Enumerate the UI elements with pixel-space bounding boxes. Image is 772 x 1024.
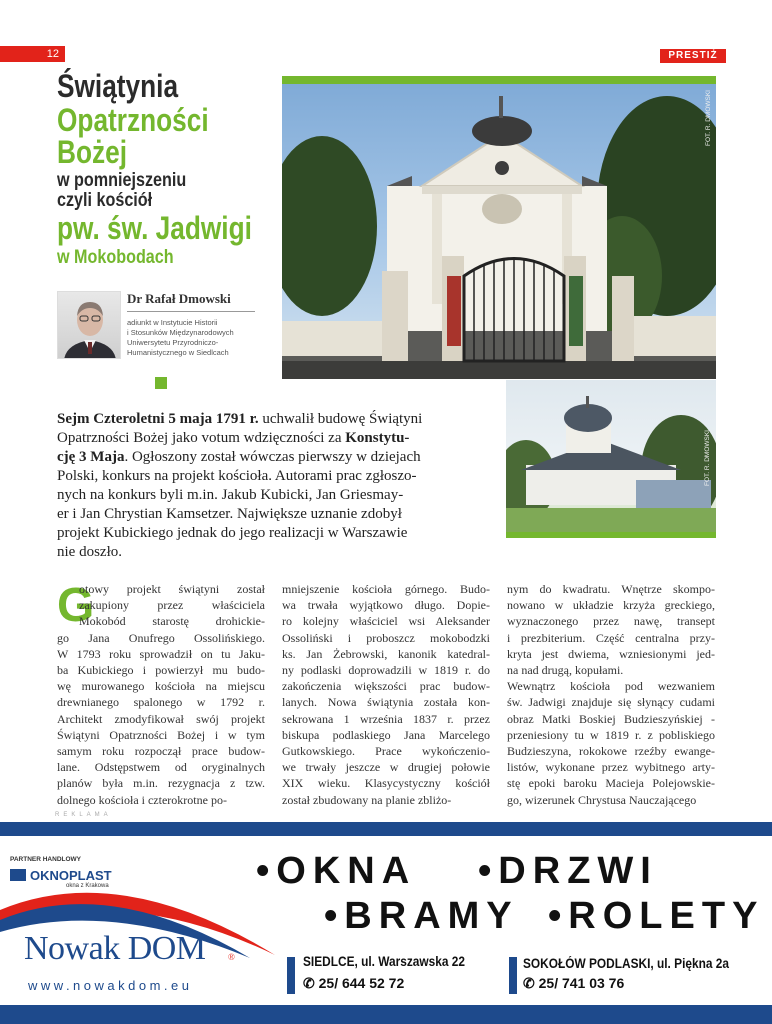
lead-text: projekt Kubickiego jednak do jego realizacji w Warszawie <box>57 525 408 541</box>
lead-text: Opatrzności Bożej jako votum wdzięczności za <box>57 430 346 446</box>
body-line: i prezbiterium. Część centralna przy- <box>507 630 715 645</box>
registered-mark: ® <box>228 952 235 962</box>
author-bio-line: adiunkt w Instytucie Historii <box>127 318 218 327</box>
page-number: 12 <box>0 46 65 62</box>
product-doors: •DRZWI <box>478 850 658 892</box>
lead-text: nie doszło. <box>57 544 122 560</box>
body-line: zakupiony przez właściciela <box>79 598 265 613</box>
magazine-logo: PRESTIŻ <box>660 49 726 63</box>
church-front-photo <box>282 76 716 379</box>
body-line: mniejszenie kościoła górnego. Budo- <box>282 582 490 596</box>
lead-bold: Konstytu- <box>345 430 410 446</box>
body-line: Mokobód starostę drohickie- <box>79 614 265 629</box>
author-divider <box>127 311 255 312</box>
photo-credit: FOT. R. DMOWSKI <box>704 430 711 486</box>
body-column-3 <box>507 581 715 808</box>
brand-website[interactable]: www.nowakdom.eu <box>28 978 193 993</box>
product-windows: •OKNA <box>256 850 417 892</box>
body-line: otowy projekt świątyni został <box>79 582 265 596</box>
lead-line <box>57 448 489 467</box>
lead-line <box>57 410 489 429</box>
body-line: ny podlaski doprowadzili w 1819 r. do <box>282 663 490 678</box>
body-line: W 1793 roku sprowadził on tu Jaku- <box>57 646 265 661</box>
body-line: drewnianego spalonego w 1792 r. <box>57 695 265 710</box>
partner-subtitle: okna z Krakowa <box>66 883 109 889</box>
title-line-6: pw. św. Jadwigi <box>57 210 252 246</box>
body-line: stę epoki baroku Macieja Polejowskie- <box>507 776 715 791</box>
author-bio <box>127 318 267 358</box>
body-line: nowano w układzie krzyża greckiego, <box>507 598 715 613</box>
body-line: nym do kwadratu. Wnętrze skompo- <box>507 582 715 596</box>
body-line: Architekt zmodyfikował swój projekt <box>57 711 265 726</box>
body-line: biskupa podlaskiego Jana Marcelego <box>282 727 490 742</box>
lead-bold: cję 3 Maja <box>57 449 125 465</box>
body-line: przeniesiony tu w 1819 r. z pobliskiego <box>507 727 715 742</box>
body-line: Wewnątrz kościoła pod wezwaniem <box>507 679 715 694</box>
partner-label: PARTNER HANDLOWY <box>10 856 82 863</box>
body-line: dolnego kościoła i czterokrotne po- <box>57 792 227 807</box>
lead-paragraph <box>57 410 489 562</box>
phone-siedlce[interactable]: ✆ 25/ 644 52 72 <box>303 975 405 991</box>
drop-cap: G <box>57 579 95 632</box>
body-line: ba Kubickiego i powierzył mu budo- <box>57 663 265 678</box>
body-line: św. Jadwigi znajduje się słynący cudami <box>507 695 715 710</box>
body-line: Gutkowskiego. Prace wykończenio- <box>282 744 490 759</box>
location-marker <box>509 957 517 994</box>
title-line-3: Bożej <box>57 134 127 170</box>
body-line: listów, wykonane przez wybitnego arty- <box>507 760 715 775</box>
location-sokolow: SOKOŁÓW PODLASKI, ul. Piękna 2a <box>523 956 729 971</box>
title-line-2: Opatrzności <box>57 102 209 138</box>
body-line: zakończenia większości prac budow- <box>282 679 490 694</box>
photo-credit: FOT. R. DMOWSKI <box>705 90 712 146</box>
body-column-2 <box>282 581 490 808</box>
phone-sokolow[interactable]: ✆ 25/ 741 03 76 <box>523 975 625 991</box>
lead-text: . Ogłoszony został wówczas pierwszy w dziejach <box>124 449 421 465</box>
body-line: sekrowana 1 września 1837 r. przez <box>282 711 490 726</box>
body-column-1 <box>57 581 265 808</box>
lead-text: er i Jan Chrystian Kamsetzer. Największe uznanie zdobył <box>57 506 402 522</box>
lead-line <box>57 505 489 524</box>
body-line: Świątyni Opatrzności Bożej i w tym <box>57 727 265 742</box>
body-line: Budzieszyna, rokokowe rzeźby ewange- <box>507 744 715 759</box>
title-line-1: Świątynia <box>57 68 179 104</box>
product-blinds: •ROLETY <box>548 895 765 937</box>
body-line: wa trwała wyjątkowo długo. Dopie- <box>282 598 490 613</box>
ad-top-bar <box>0 822 772 836</box>
body-line: planów była m.in. rezygnacja z tzw. <box>57 776 265 791</box>
author-name: Dr Rafał Dmowski <box>127 291 231 306</box>
lead-bold: Sejm Czteroletni 5 maja 1791 r. <box>57 411 259 427</box>
title-line-4: w pomniejszeniu <box>57 170 187 191</box>
body-line: lanych. Nowa świątynia została kon- <box>282 695 490 710</box>
body-line: Ossoliński i proboszcz mokobodzki <box>282 630 490 645</box>
body-line: na nad drugą, kopułami. <box>507 663 624 678</box>
body-line: ro kolejny właściciel wsi Aleksander <box>282 614 490 629</box>
body-line: samym roku rozpoczął prace budow- <box>57 744 265 759</box>
title-line-7: w Mokobodach <box>57 247 174 268</box>
author-photo <box>57 291 121 359</box>
lead-text: Polski, konkurs na projekt kościoła. Autorami prac zgłoszo- <box>57 468 417 484</box>
body-line: wę murowanego kościoła na miejscu <box>57 679 265 694</box>
lead-line <box>57 429 489 448</box>
body-line: kryta jest dwiema, wzniesionymi jed- <box>507 646 715 661</box>
lead-line <box>57 524 489 543</box>
body-line: został zbudowany na planie zbliżo- <box>282 792 452 807</box>
green-square-ornament <box>155 377 167 389</box>
partner-name: OKNOPLAST <box>30 868 112 883</box>
author-bio-line: i Stosunków Międzynarodowych <box>127 328 234 337</box>
author-bio-line: Uniwersytetu Przyrodniczo- <box>127 338 219 347</box>
partner-logo <box>10 868 112 883</box>
lead-line <box>57 486 489 505</box>
photo-bottom-accent <box>506 532 716 538</box>
product-gates: •BRAMY <box>324 895 519 937</box>
body-line: go, wizerunek Chrystusa Nauczającego <box>507 792 697 807</box>
body-line: lane. Odstępstwem od oryginalnych <box>57 760 265 775</box>
lead-text: uchwalił budowę Świątyni <box>258 411 423 427</box>
body-line: wyznaczonego przez nawę, transept <box>507 614 715 629</box>
lead-line <box>57 543 489 562</box>
oknoplast-icon <box>10 869 26 881</box>
body-line: we trwały jeszcze w drugiej połowie <box>282 760 490 775</box>
ad-bottom-bar <box>0 1005 772 1024</box>
location-marker <box>287 957 295 994</box>
body-line: XIX wieku. Klasycystyczny kościół <box>282 776 490 791</box>
author-bio-line: Humanistycznego w Siedlcach <box>127 348 229 357</box>
photo-top-accent <box>282 76 716 84</box>
church-side-photo <box>506 380 716 538</box>
location-siedlce: SIEDLCE, ul. Warszawska 22 <box>303 954 465 969</box>
brand-name: Nowak DOM <box>24 930 206 967</box>
title-line-5: czyli kościół <box>57 190 153 211</box>
body-line: ks. Jan Żebrowski, kanonik katedral- <box>282 646 490 661</box>
body-line: go Jana Onufrego Ossolińskiego. <box>57 630 265 645</box>
lead-text: nych na konkurs byli m.in. Jakub Kubicki, Jan Griesmay- <box>57 487 404 503</box>
ad-label: REKLAMA <box>55 812 112 818</box>
body-line: obraz Matki Boskiej Budzieszyńskiej - <box>507 711 715 726</box>
lead-line <box>57 467 489 486</box>
